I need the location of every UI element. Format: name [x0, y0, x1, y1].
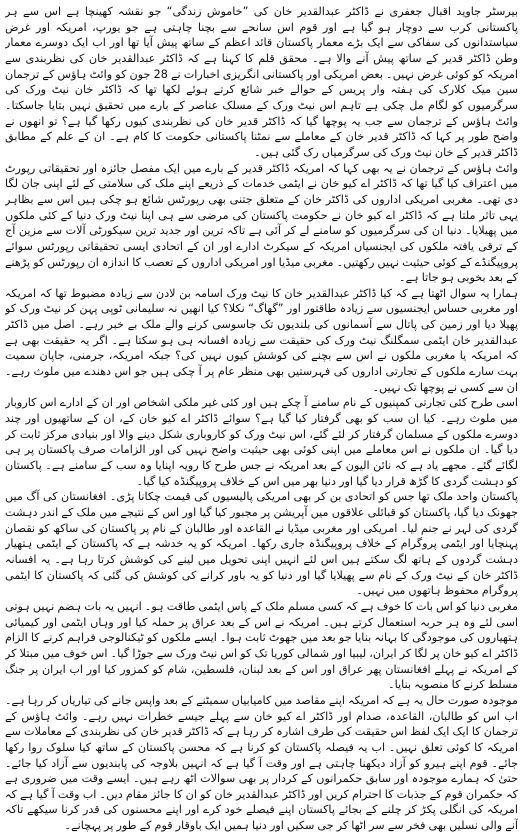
urdu-article-body — [5, 4, 518, 834]
article-paragraph-5: پاکستان واحد ملک تھا جس کو اتحادی بن کر بھی امریکی پالیسیوں کی قیمت چکانا پڑی۔ افغانستان کی آگ میں جھونک دیا گیا، پاکستان کو قبائلی علاقوں میں آپریشن پر مجبور کیا گیا اور اس کے نتیجے میں ملک کے اندر دہشت گردی کی لہر نے جنم لیا۔ امریکی اور مغربی میڈیا نے القاعدہ اور طالبان کے نام پر پاکستان کی ساکھ کو نقصان پہنچایا اور ایٹمی پروگرام کے خلاف پروپیگنڈہ جاری رکھا۔ امریکہ کو یہ خدشہ ہے کہ پاکستان کے ایٹمی ہتھیار دہشت گردوں کے ہاتھ لگ سکتے ہیں اس لئے انہیں اپنی تحویل میں لینے کی کوشش کرتا رہا ہے۔ یہ افسانہ ڈاکٹر خان کے نیٹ ورک کے نام سے پھیلایا گیا اور دنیا کو یہ باور کرانے کی کوشش کی گئی کہ پاکستان کا ایٹمی پروگرام محفوظ ہاتھوں میں نہیں۔ — [5, 490, 518, 598]
article-paragraph-4: اسی طرح کئی تجارتی کمپنیوں کے نام سامنے آ چکے ہیں اور کئی غیر ملکی اشخاص اور ان کے ادارے اس کاروبار میں ملوث رہے۔ کیا ان سب کو بھی گرفتار کیا گیا ہے؟ سوائے ڈاکٹر اے کیو خان کے، ان کے ساتھیوں اور چند دوسرے ملکوں کے مسلمان گرفتار کر لئے گئے، اس نیٹ ورک کو کاروباری شکل دینے والا اور بنیادی مرکز ثابت کر دیا گیا۔ ان ملکوں نے اس معاملے میں اپنی کوئی بھی حیثیت واضح نہیں کی اور الزامات صرف پاکستان پر ہی لگائے گئے۔ مجھے یاد ہے کہ نائن الیون کے بعد امریکہ نے جس طرح کا رویہ اپنایا وہ سب کے سامنے ہے۔ پاکستان کو دہشت گردی کا گڑھ قرار دیا گیا اور دنیا بھر میں اس کے خلاف پروپیگنڈہ کیا گیا۔ — [5, 396, 518, 488]
article-paragraph-2: وائٹ ہاؤس کے ترجمان نے یہ بھی کہا کہ امریکہ ڈاکٹر قدیر کے بارے میں ایک مفصل جائزہ اور تحقیقاتی رپورٹ میں اعتراف کیا گیا تھا کہ ڈاکٹر اے کیو خان نے ایٹمی خدمات کے ذریعے اپنے ملک کی سلامتی کے لئے اپنی جان لگا دی تھی۔ مغربی امریکی اداروں کی ڈاکٹر خان کے متعلق جتنی بھی رپورٹس شائع ہو چکی ہیں اس سے بظاہر یہی تاثر ملتا ہے کہ ڈاکٹر اے کیو خان نے حکومت پاکستان کی مرضی سے ہی اپنا نیٹ ورک دنیا کے کئی ملکوں میں پھیلایا۔ دنیا ان کی سرگرمیوں کو سامنے لے کر آئی ہے تاکہ ترین اور جدید ترین سیکورٹی آلات سے مزین آج کے ترقی یافتہ ملکوں کی ایجنسیاں امریکہ کے سیکرٹ ادارے اور ان کے اتحادی ایسی تحقیقاتی رپورٹس سوائے پروپیگنڈے کے کوئی حیثیت نہیں رکھتیں۔ مغربی میڈیا اور امریکی اداروں کے تعصب کا اندازہ ان رپورٹس کو پڑھنے کے بعد بخوبی ہو جاتا ہے۔ — [5, 161, 518, 285]
article-paragraph-1: بیرسٹر جاوید اقبال جعفری نے ڈاکٹر عبدالقدیر خان کی ”خاموش زندگی“ جو نقشہ کھینچا ہے اس سے ہر پاکستانی کرب سے دوچار ہو گیا ہے اور قوم اس سانحے سے بچنا چاہتی ہے جو یورپ، امریکہ اور غرض سیاستدانوں کی سفاکی سے ایک بڑے معمار پاکستان قائد اعظم کے ساتھ پیش آیا تھا اور اب ایک دوسرے معمار وطن ڈاکٹر قدیر کے ساتھ پیش آنے والا ہے۔ محقق قلم کا کہنا ہے کہ ڈاکٹر عبدالقدیر خان کی نظربندی سے امریکہ کو کوئی غرض نہیں۔ بعض امریکی اور پاکستانی انگریزی اخبارات نے 28 جون کو وائٹ ہاؤس کے ترجمان سین میک کلارک کی ہفتہ وار پریس کے حوالے خبر شائع کرتے ہوئے لکھا تھا کہ ڈاکٹر خان نیٹ ورک کی سرگرمیوں کو لگام مل چکی ہے تاہم اس نیٹ ورک کے مسلک عناصر کے بارے میں تحقیق نہیں بتایا جاسکتا۔ وائٹ ہاؤس کے ترجمان سے جب یہ پوچھا گیا کہ ڈاکٹر قدیر خان کی نظربندی کیوں رکھا گیا ہے؟ تو انھوں نے واضح طور پر کہا کہ ڈاکٹر قدیر خان کے معاملے سے نمٹنا پاکستانی حکومت کا کام ہے۔ ان کے علم کے مطابق ڈاکٹر قدیر کے خان نیٹ ورک کی سرگرمیاں رک گئی ہیں۔ — [5, 5, 518, 159]
article-paragraph-3: ہمارا یہ سوال اٹھتا ہے کہ کیا ڈاکٹر عبدالقدیر خان کا نیٹ ورک اسامہ بن لادن سے زیادہ مضبوط تھا کہ امریکہ اور مغربی حساس ایجنسیوں سے زیادہ طاقتور اور ”گھاگ“ نکلا؟ کیا انھیں نہ سلیمانی ٹوپی پہن کر نیٹ ورک کو پھیلا دیا اور زمین کی پاتال سے آسمانوں کی بلندیوں تک جاسوسی کرنے والے ملک بے خبر رہے۔ اصل میں ڈاکٹر عبدالقدیر خان ایٹمی سمگلنگ نیٹ ورک کی حقیقت سے زیادہ افسانہ ہی ہو سکتا ہے۔ اگر یہ حقیقت بھی ہے کہ امریکہ یا مغربی ملکوں نے اس سے بچنے کی کوشش کیوں نہیں کی؟ جبکہ امریکہ، جرمنی، جاپان سمیت بہت سارے ملکوں کے تجارتی اداروں کی فہرستیں بھی منظر عام پر آ چکی ہیں جو اس دھندے میں ملوث رہے۔ ان سے کسی نے پوچھا تک نہیں۔ — [5, 286, 518, 394]
article-paragraph-6: مغربی دنیا کو اس بات کا خوف ہے کہ کسی مسلم ملک کے پاس ایٹمی طاقت ہو۔ انہیں یہ بات ہضم نہیں ہوتی اسی لئے وہ ہر حربہ استعمال کرتے ہیں۔ امریکہ نے اس کے بعد عراق پر حملہ کیا اور وہاں ایٹمی اور کیمیائی ہتھیاروں کی موجودگی کا بہانہ بنایا جو بعد میں جھوٹ ثابت ہوا۔ ایسے ملکوں کو ٹیکنالوجی فراہم کرنے کا الزام ڈاکٹر اے کیو خان پر لگا کر ایران، لیبیا اور شمالی کوریا تک کو اس نیٹ ورک سے جوڑا گیا۔ اس خوف میں مبتلا کر کے امریکہ نے پہلے افغانستان پھر عراق اور اس کے بعد لبنان، فلسطین، شام کو کمزور کیا اور اب ایران پر جنگ مسلط کرنے کا منصوبہ بنایا۔ — [5, 599, 518, 692]
article-paragraph-7: موجودہ صورت حال یہ ہے کہ امریکہ اپنے مقاصد میں کامیابیاں سمیٹنے کے بعد واپس جانے کی تیاریاں کر رہا ہے۔ اب اس کو طالبان، القاعدہ، صدام اور ڈاکٹر اے کیو خان سے پہلے جیسے خطرات نہیں رہے۔ وائٹ ہاؤس کے ترجمان کا ایک ایک لفظ اس حقیقت کی طرف اشارہ کر رہا ہے کہ ڈاکٹر قدیر خان کی نظربندی کے معاملات سے امریکہ کا کوئی تعلق نہیں۔ اب یہ فیصلہ پاکستان کو کرنا ہے کہ محسن پاکستان کے ساتھ کیا سلوک روا رکھا جائے۔ قوم اپنے ہیرو کو آزاد دیکھنا چاہتی ہے اور وقت آ گیا ہے کہ انہیں بلاوجہ کی پابندیوں سے آزاد کیا جائے۔ حتیٰ کہ ہمارے موجودہ اور سابق حکمرانوں کے کردار پر بھی سوالات اٹھ رہے ہیں۔ ایسے وقت میں ضروری ہے کہ حکمران قوم کے جذبات کا احترام کریں اور ڈاکٹر عبدالقدیر خان کو ان کا جائز مقام دیں۔ اب وقت آ گیا ہے کہ امریکہ کی انگلی پکڑ کر چلنے کے بجائے پاکستان اپنے فیصلے خود کرے اور اپنے محسنوں کی قدر کرنا سیکھے تاکہ آنے والی نسلیں بھی فخر سے سر اٹھا کر جی سکیں اور دنیا ہمیں ایک باوقار قوم کے طور پر پہچانے۔ — [5, 693, 518, 833]
